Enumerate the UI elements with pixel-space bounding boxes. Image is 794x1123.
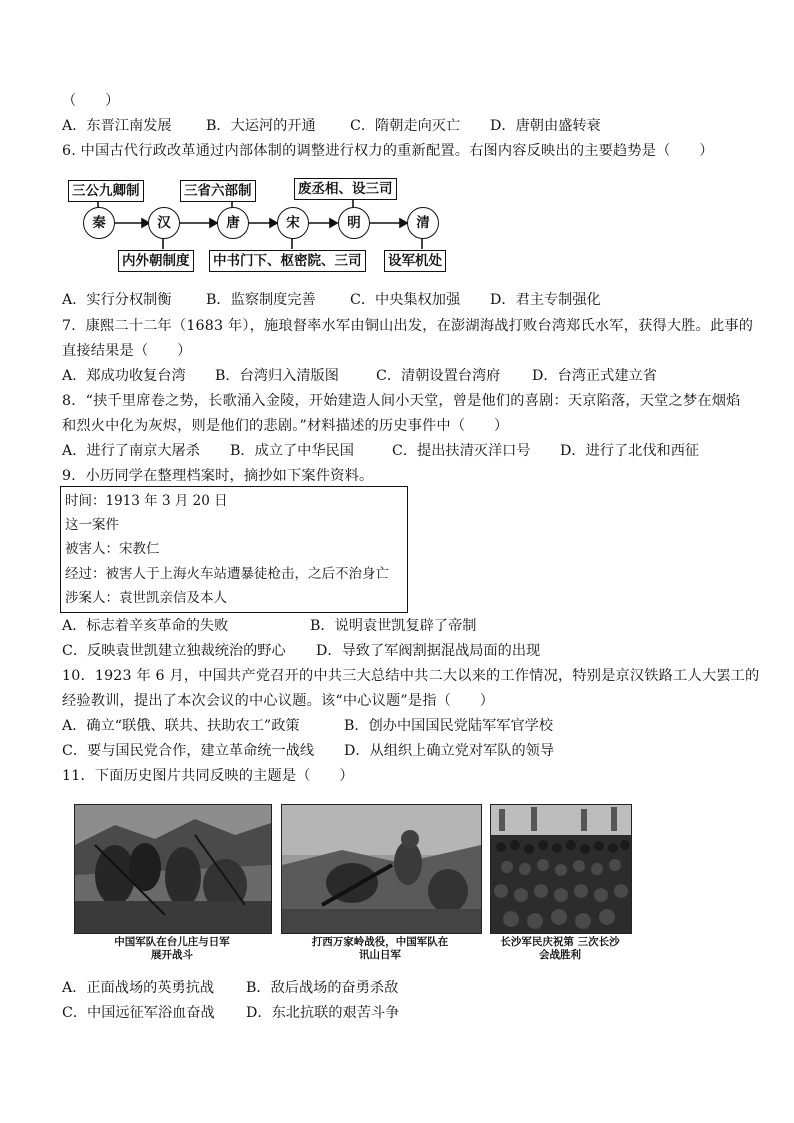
q8-option-d[interactable]: D．进行了北伐和西征 (560, 443, 700, 459)
q10-option-c[interactable]: C．要与国民党合作，建立革命统一战线 (62, 743, 315, 759)
q7-stem-line2: 直接结果是（ ） (62, 343, 192, 359)
q11-caption-1-line2: 展开战斗 (151, 949, 193, 961)
q11-photo-taierzhuang (74, 804, 272, 934)
q11-caption-1 (76, 936, 268, 962)
q6-node-han: 汉 (148, 207, 180, 239)
q10-stem-line2: 经验教训，提出了本次会议的中心议题。该“中心议题”是指（ ） (62, 693, 495, 709)
q9-case-suspect: 涉案人：袁世凯亲信及本人 (65, 590, 227, 606)
q7-option-b[interactable]: B．台湾归入清版图 (215, 368, 339, 384)
q7-stem-line1: 7．康熙二十二年（1683 年），施琅督率水军由铜山出发，在澎湖海战打败台湾郑氏水军，获得大胜。此事的 (62, 318, 754, 334)
q6-option-c[interactable]: C．中央集权加强 (350, 292, 461, 308)
q5-option-b[interactable]: B．大运河的开通 (206, 118, 316, 134)
q8-option-c[interactable]: C．提出扶清灭洋口号 (392, 443, 531, 459)
q6-label-junjichu: 设军机处 (384, 250, 446, 272)
q6-label-zhongshu-menxia: 中书门下、枢密院、三司 (209, 250, 366, 272)
q10-option-b[interactable]: B．创办中国国民党陆军军官学校 (344, 718, 554, 734)
q11-photo-changsha (490, 804, 632, 934)
q6-stem: 6. 中国古代行政改革通过内部体制的调整进行权力的重新配置。右图内容反映出的主要趋势是（ ） (62, 143, 714, 159)
q11-caption-3-line2: 会战胜利 (539, 949, 581, 961)
q6-option-d[interactable]: D．君主专制强化 (490, 292, 601, 308)
q9-option-b[interactable]: B．说明袁世凯复辟了帝制 (310, 618, 477, 634)
q9-case-victim: 被害人：宋教仁 (65, 541, 160, 557)
q7-option-c[interactable]: C．清朝设置台湾府 (376, 368, 501, 384)
q11-photo-wanjialing (281, 804, 482, 934)
q11-caption-2 (284, 936, 476, 962)
q6-label-sansheng-liubu: 三省六部制 (180, 180, 256, 202)
q9-option-d[interactable]: D．导致了军阀割据混战局面的出现 (316, 643, 541, 659)
q7-option-a[interactable]: A．郑成功收复台湾 (62, 368, 186, 384)
q11-caption-2-line2: 讯山日军 (359, 949, 401, 961)
q6-option-a[interactable]: A．实行分权制衡 (62, 292, 172, 308)
q10-option-d[interactable]: D．从组织上确立党对军队的领导 (344, 743, 555, 759)
q6-label-sangong-jiuqing: 三公九卿制 (68, 180, 144, 202)
q11-caption-3-line1: 长沙军民庆祝第 三次长沙 (500, 936, 620, 948)
q9-stem: 9．小历同学在整理档案时，摘抄如下案件资料。 (62, 468, 374, 484)
q11-option-a[interactable]: A．正面战场的英勇抗战 (62, 980, 215, 996)
q6-label-neiwaichao: 内外朝制度 (118, 250, 194, 272)
q9-case-title: 这一案件 (65, 517, 119, 533)
q11-option-d[interactable]: D．东北抗联的艰苦斗争 (246, 1005, 400, 1021)
q9-option-c[interactable]: C．反映袁世凯建立独裁统治的野心 (62, 643, 286, 659)
q10-option-a[interactable]: A．确立“联俄、联共、扶助农工”政策 (62, 718, 300, 734)
q9-option-a[interactable]: A．标志着辛亥革命的失败 (62, 618, 229, 634)
q11-photo-changsha-image (491, 805, 631, 933)
q6-diagram (62, 176, 462, 276)
q5-option-a[interactable]: A．东晋江南发展 (62, 118, 172, 134)
q6-node-ming: 明 (338, 207, 370, 239)
q11-stem: 11．下面历史图片共同反映的主题是（ ） (62, 768, 354, 784)
q9-case-time: 时间：1913 年 3 月 20 日 (65, 493, 228, 509)
q11-option-b[interactable]: B．敌后战场的奋勇杀敌 (246, 980, 399, 996)
q8-stem-line1: 8．“挟千里席卷之势，长歌涌入金陵，开始建造人间小天堂，曾是他们的喜剧：天京陷落，天堂之梦在烟焰 (62, 393, 741, 409)
q11-photo-taierzhuang-image (75, 805, 271, 933)
q5-option-c[interactable]: C．隋朝走向灭亡 (350, 118, 461, 134)
q11-caption-1-line1: 中国军队在台儿庄与日军 (114, 936, 230, 948)
q10-stem-line1: 10．1923 年 6 月，中国共产党召开的中共三大总结中共二大以来的工作情况，特别是京汉铁路工人大罢工的 (62, 668, 760, 684)
q9-case-process: 经过：被害人于上海火车站遭暴徒枪击，之后不治身亡 (65, 566, 389, 582)
q5-option-d[interactable]: D．唐朝由盛转衰 (490, 118, 601, 134)
q11-option-c[interactable]: C．中国远征军浴血奋战 (62, 1005, 215, 1021)
q6-node-song: 宋 (277, 207, 309, 239)
q11-photo-wanjialing-image (282, 805, 481, 933)
q6-label-fei-chengxiang: 废丞相、设三司 (294, 178, 397, 200)
q8-option-a[interactable]: A．进行了南京大屠杀 (62, 443, 200, 459)
q5-paren: （ ） (62, 93, 120, 109)
q9-case-box (60, 486, 408, 613)
q6-node-tang: 唐 (217, 207, 249, 239)
q11-caption-2-line1: 打西万家岭战役，中国军队在 (311, 936, 449, 948)
q6-option-b[interactable]: B．监察制度完善 (206, 292, 316, 308)
q6-node-qing: 清 (407, 207, 439, 239)
q8-stem-line2: 和烈火中化为灰烬，则是他们的悲剧。”材料描述的历史事件中（ ） (62, 418, 509, 434)
q7-option-d[interactable]: D．台湾正式建立省 (532, 368, 657, 384)
q11-caption-3 (488, 936, 632, 962)
q8-option-b[interactable]: B．成立了中华民国 (230, 443, 354, 459)
q6-node-qin: 秦 (83, 207, 115, 239)
